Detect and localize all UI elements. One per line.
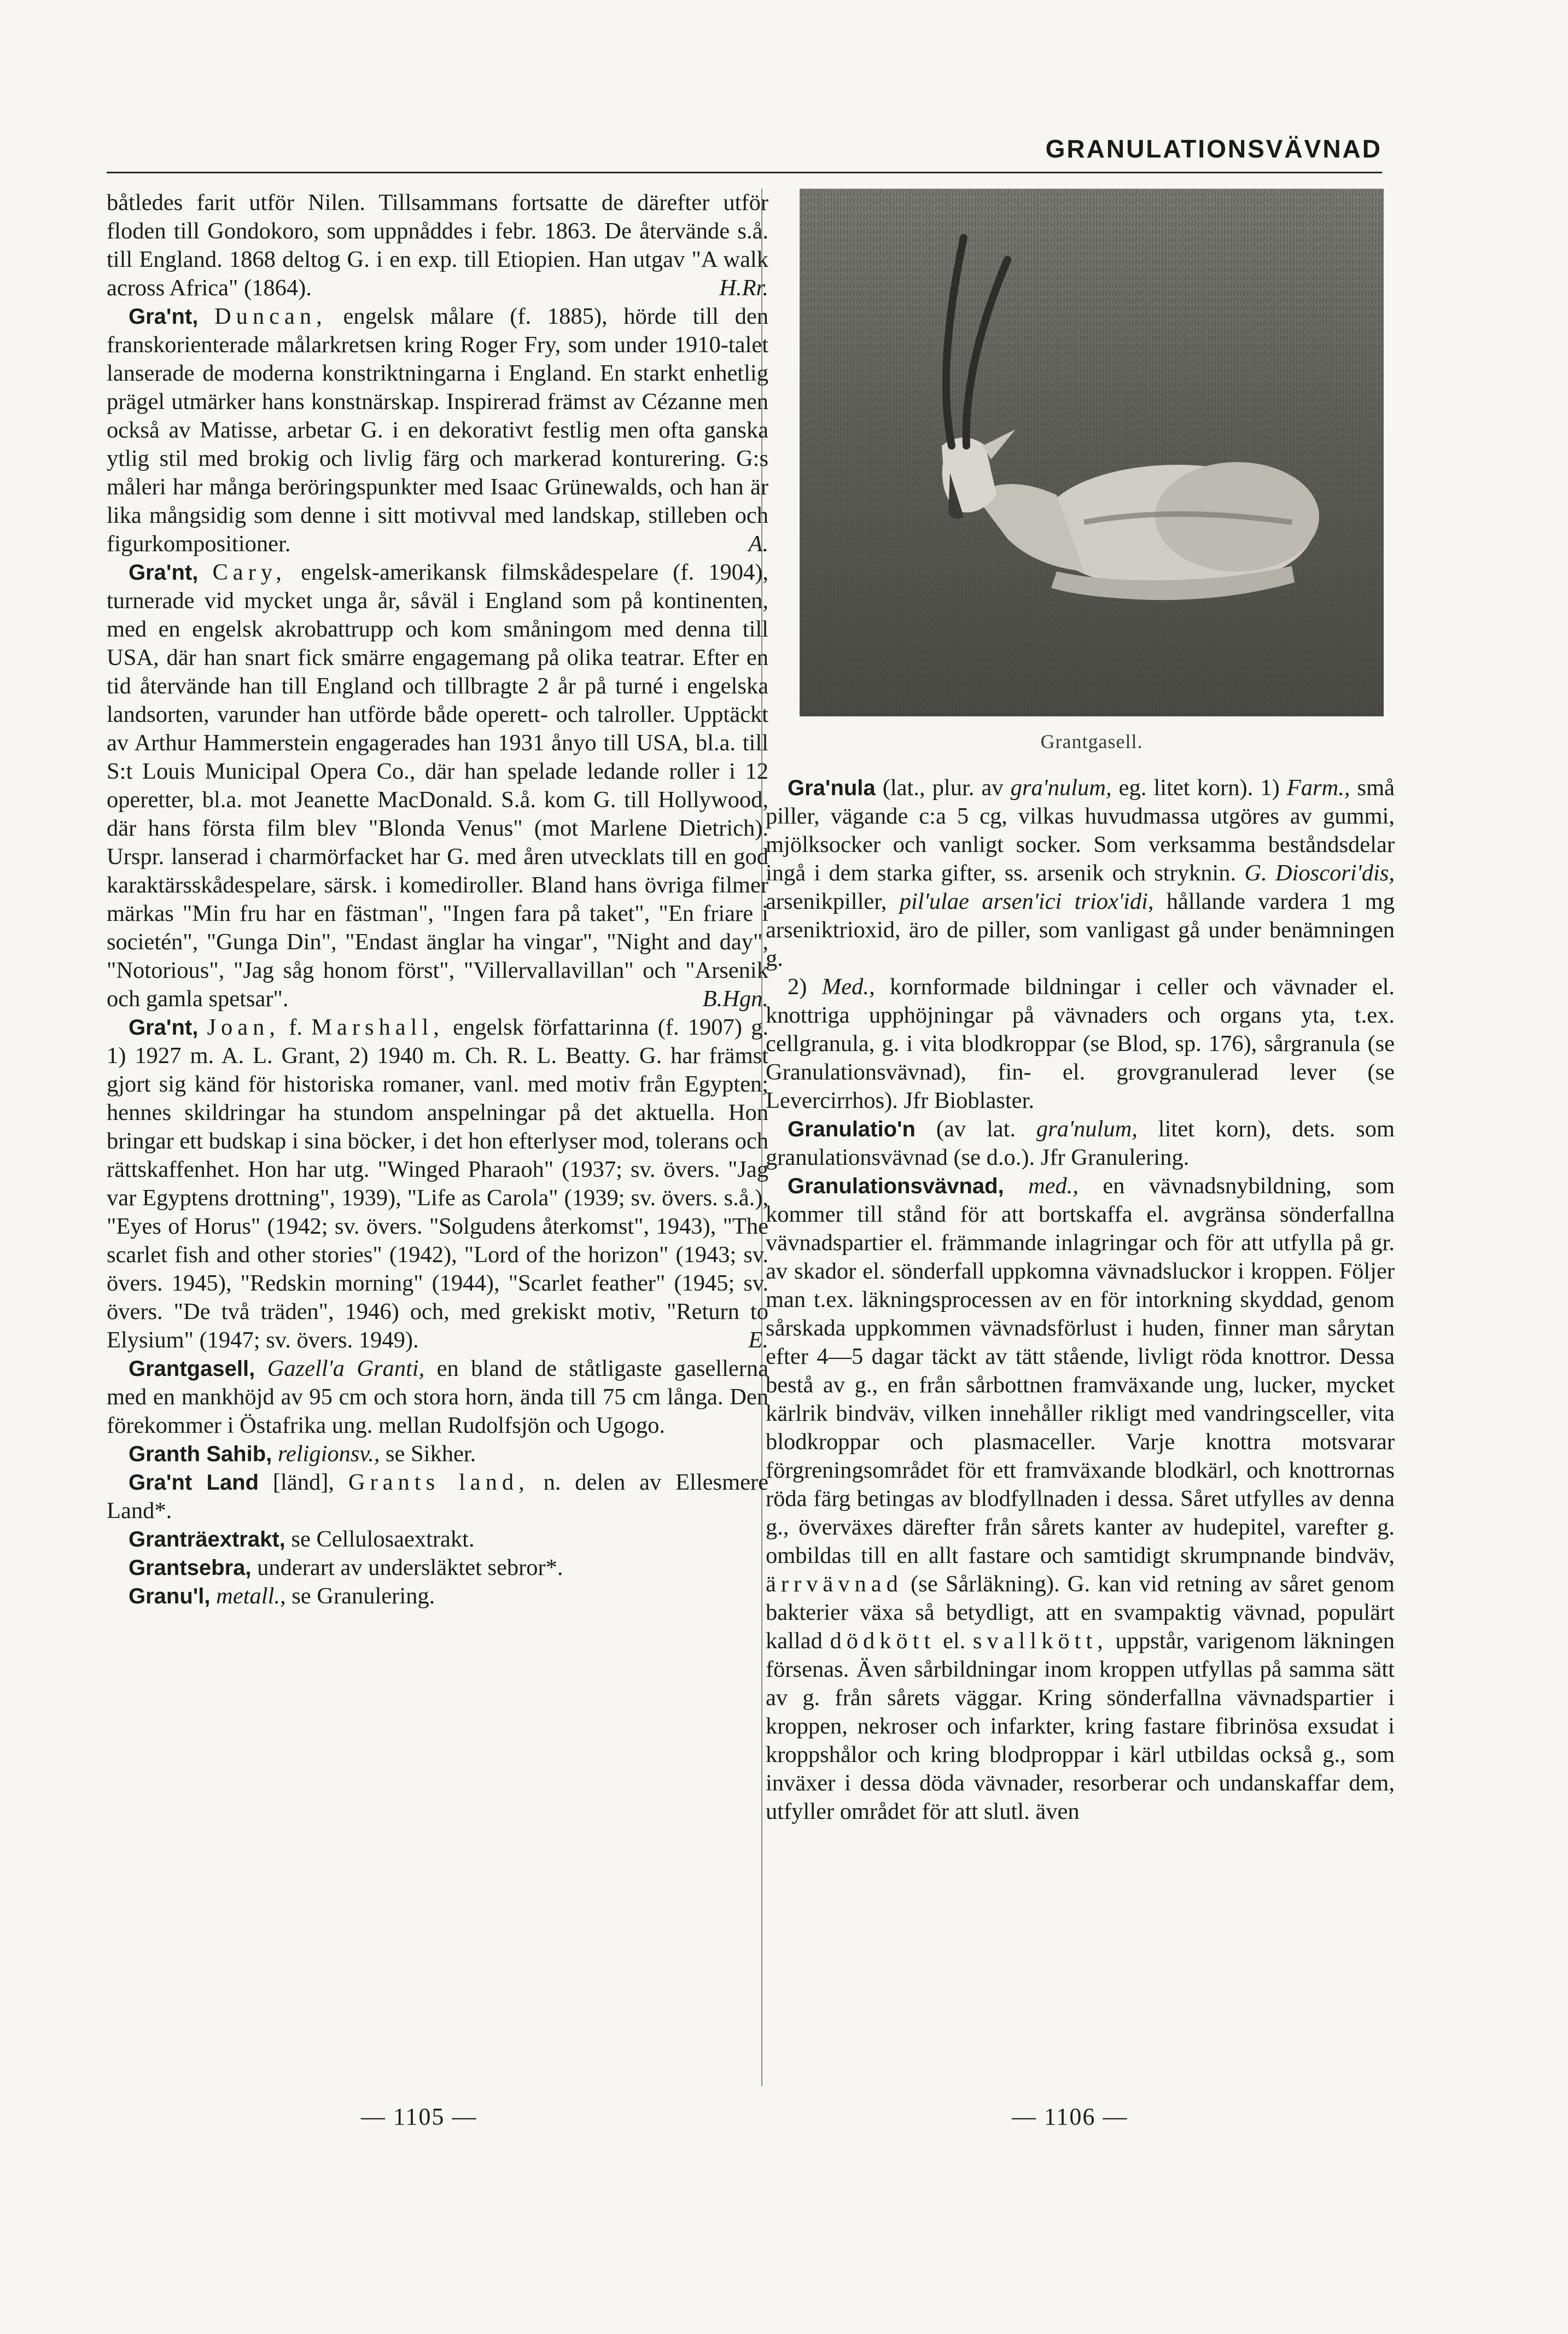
entry-grantgasell: Grantgasell, Gazell'a Granti, en bland de ståtligaste gasellerna med en mankhöjd av 95 cm och stora horn, ända till 75 cm långa. Den förekommer i Östafrika ung. mellan Rudolfsjön och Ugogo. xyxy=(107,1356,769,1438)
entry-grant-land: Gra'nt Land [länd], Grants land, n. delen av Ellesmere Land*. xyxy=(107,1469,769,1524)
entry-granulation: Granulatio'n (av lat. gra'nulum, litet korn), dets. som granulationsvävnad (se d.o.). Jfr Granulering. xyxy=(766,1116,1395,1170)
headword: Gra'nt, xyxy=(129,561,199,585)
headword: Granu'l, xyxy=(129,1584,211,1608)
entry-continuation: båtledes farit utför Nilen. Tillsammans fortsatte de därefter utför floden till Gondokoro, som uppnåddes i febr. 1863. De återvände s.å. till England. 1868 deltog G. i en exp. till Etiopien. Han utgav "A walk across Africa" (1864). H.Rr. xyxy=(107,189,768,302)
entry-granul: Granu'l, metall., se Granulering. xyxy=(129,1583,435,1609)
headword: Gra'nt, xyxy=(129,1016,199,1040)
author-signature: B.Hgn. xyxy=(702,986,768,1012)
entry-granträextrakt: Granträextrakt, se Cellulosaextrakt. xyxy=(129,1526,475,1552)
headword: Granträextrakt, xyxy=(129,1527,285,1551)
entry-granth-sahib: Granth Sahib, religionsv., se Sikher. xyxy=(129,1441,476,1467)
entry-grant-joan: Gra'nt, Joan, f. Marshall, engelsk författarinna (f. 1907) g. 1) 1927 m. A. L. Grant, 2) 1940 m. Ch. R. L. Beatty. G. har främst gjort sig känd för historiska romaner, vanl. med motiv från Egypten; hennes skildringar ha stundom anspelningar på det aktuella. Hon bringar ett budskap i sina böcker, i det hon efterlyser mod, tolerans och rättskaffenhet. Hon har utg. "Winged Pharaoh" (1937; sv. övers. "Jag var Egyptens drottning", 1939), "Life as Carola" (1939; sv. övers. s.å.), "Eyes of Horus" (1942; sv. övers. "Solgudens återkomst", 1943), "The scarlet fish and other stories" (1942), "Lord of the horizon" (1943; sv. övers. 1945), "Redskin morning" (1944), "Scarlet feather" (1945; sv. övers. "De två träden", 1946) och, med grekiskt motiv, "Return to Elysium" (1947; sv. övers. 1949). E. xyxy=(107,1013,768,1355)
header-rule xyxy=(107,172,1382,173)
entry-grant-duncan: Gra'nt, Duncan, engelsk målare (f. 1885), hörde till den franskorienterade målarkretsen kring Roger Fry, som under 1910-talet lanserade de moderna konstriktningarna i England. En starkt enhetlig prägel utmärker hans konstnärskap. Inspirerad främst av Cézanne men också av Matisse, arbetar G. i en dekorativt festlig men ofta ganska ytlig stil med brokig och livlig färg och markerad konturering. G:s måleri har många beröringspunkter med Isaac Grünewalds, och han är lika mångsidig som denne i sitt motivval med landskap, stilleben och figurkompositioner. A. xyxy=(107,302,768,558)
headword: Grantsebra, xyxy=(129,1556,252,1580)
grantgasell-photo xyxy=(800,189,1384,716)
headword: Gra'nt, xyxy=(129,305,199,329)
page-number-right: — 1106 — xyxy=(1012,2103,1128,2130)
headword: Gra'nt Land xyxy=(129,1471,259,1495)
page-number-left: — 1105 — xyxy=(361,2103,477,2130)
entry-grant-cary: Gra'nt, Cary, engelsk-amerikansk filmskådespelare (f. 1904), turnerade vid mycket unga år, såväl i England som på kontinenten, med en engelsk akrobattrupp och kom småningom med denna till USA, där han snart fick smärre engagemang på olika teatrar. Efter en tid återvände han till England och tillbragte 2 år på turné i engelska landsorten, varunder han utförde både operett- och talroller. Upptäckt av Arthur Hammerstein engagerades han 1931 ånyo till USA, bl.a. till S:t Louis Municipal Opera Co., där han spelade ledande roller i 12 operetter, bl.a. mot Jeanette MacDonald. S.å. kom G. till Hollywood, där hans första film blev "Blonda Venus" (mot Marlene Dietrich). Urspr. lanserad i charmörfacket har G. med åren utvecklats till en god karaktärsskådespelare, särsk. i komediroller. Bland hans övriga filmer märkas "Min fru har en fästman", "Ingen fara på taket", "En friare i societén", "Gunga Din", "Endast änglar ha vingar", "Night and day", "Notorious", "Jag såg honom först", "Villervallavillan" och "Arsenik och gamla spetsar". B.Hgn. xyxy=(107,558,768,1013)
headword: Granulatio'n xyxy=(788,1117,916,1141)
running-head: GRANULATIONSVÄVNAD xyxy=(1045,135,1382,163)
headword: Granulationsvävnad, xyxy=(788,1174,1004,1198)
headword: Gra'nula xyxy=(788,776,876,800)
left-column xyxy=(107,189,768,1611)
headword: Granth Sahib, xyxy=(129,1442,272,1466)
author-signature: A. xyxy=(748,531,768,557)
entry-grantsebra: Grantsebra, underart av undersläktet sebror*. xyxy=(129,1555,563,1580)
entry-granula-med: 2) Med., kornformade bildningar i celler och vävnader el. knottriga upphöjningar på vävnaders och organs yta, t.ex. cellgranula, g. i vita blodkroppar (se Blod, sp. 176), sårgranula (se Granulationsvävnad), fin- el. grovgranulerad lever (se Levercirrhos). Jfr Bioblaster. xyxy=(766,974,1395,1113)
headword: Grantgasell, xyxy=(129,1357,255,1381)
right-column xyxy=(766,774,1395,1826)
entry-granulationsvavnad: Granulationsvävnad, med., en vävnadsnybildning, som kommer till stånd för att bortskaffa el. avgränsa sönderfallna vävnadspartier el. främmande inlagringar och för att utfylla på gr. av skador el. sönderfall uppkomna vävnadsluckor i kroppen. Följer man t.ex. läkningsprocessen av en för intorkning skyddad, genom sårskada uppkommen vävnadsförlust i huden, finner man sårytan efter 4—5 dagar täckt av tätt stående, livligt röda knottror. Dessa bestå av g., en från sårbottnen framväxande ung, lucker, mycket kärlrik bindväv, vilken innehåller rikligt med vandringsceller, vita blodkroppar och plasmaceller. Varje knottra motsvarar förgreningsområdet för ett framväxande blodkärl, och knottrornas röda färg betingas av blodfyllnaden i dessa. Såret utfylles av denna g., överväxes därefter från sårets kanter av hudepitel, varefter g. ombildas till en allt fastare och samtidigt skrumpnande bindväv, ärrvävnad (se Sårläkning). G. kan vid retning av såret genom bakterier växa så betydligt, att en svampaktig vävnad, populärt kallad dödkött el. svallkött, uppstår, varigenom läkningen försenas. Även sårbildningar inom kroppen utfyllas på samma sätt av g. från sårets väggar. Kring sönderfallna vävnadspartier i kroppen, nekroser och infarkter, kring fastare fibrinösa exsudat i kroppshålor och kring blodproppar i kärl utbildas också g., som inväxer i dessa döda vävnader, resorberar och undanskaffar dem, utfyller området för att slutl. även xyxy=(766,1173,1395,1824)
entry-granula: Gra'nula (lat., plur. av gra'nulum, eg. litet korn). 1) Farm., små piller, vägande c:a 5 cg, vilkas huvudmassa utgöres av gummi, mjölksocker och vanligt socker. Som verksamma beståndsdelar ingå i dem starka gifter, ss. arsenik och stryknin. G. Dioscori'dis, arsenikpiller, pil'ulae arsen'ici triox'idi, hållande vardera 1 mg arseniktrioxid, äro de piller, som vanligast gå under benämningen g. xyxy=(766,775,1395,971)
author-signature: H.Rr. xyxy=(719,275,768,301)
photo-caption: Grantgasell. xyxy=(1040,731,1143,752)
author-signature: E. xyxy=(748,1327,768,1353)
gazelle-illustration xyxy=(800,189,1384,716)
